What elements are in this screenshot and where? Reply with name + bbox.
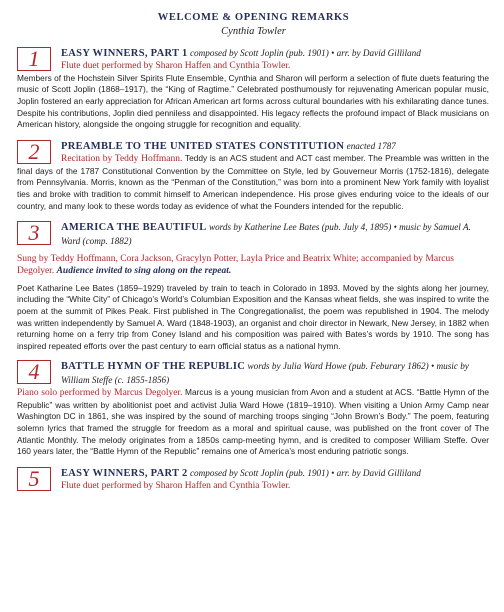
section-speaker: Cynthia Towler (221, 26, 286, 37)
program-item-2 (17, 140, 490, 212)
program-item-1 (17, 47, 490, 131)
item-number-3: 3 (17, 221, 51, 245)
item-title-1: EASY WINNERS, PART 1 (61, 48, 188, 59)
item-performer-2: Recitation by Teddy Hoffmann. (61, 154, 183, 165)
section-header (17, 12, 490, 37)
item-performer-4: Piano solo performed by Marcus Degolyer. (17, 388, 183, 399)
item-description-4: Piano solo performed by Marcus Degolyer. Marcus is a young musician from Avon and a student at ACS. “Battle Hymn of the Republic” was written by abolitionist poet and activist Julia Ward Howe (1819–1910). When visiting a Union Army Camp near Washington DC in 1861, she was inspired by the sound of marching troops singing “John Brown’s Body.” The poem, featuring solemn lyrics that framed the struggle for freedom as a moral and spiritual cause, was published on the front cover of The Atlantic Monthly. The melody originates from a 1850s camp-meeting hymn, and is credited to composer William Steffe. Over 160 years later, the “Battle Hymn of the Republic” remains one of America’s most enduring patriotic songs. (17, 387, 489, 457)
item-meta-5: composed by Scott Joplin (pub. 1901) • arr. by David Gilliland (189, 467, 421, 478)
item-description-1: Members of the Hochstein Silver Spirits Flute Ensemble, Cynthia and Sharon will perform a selection of flute duets featuring the music of Scott Joplin (1868–1917), the “King of Ragtime.” Celebrated posthumously for rejuvenating American popular music, Joplin fostered an early appreciation for African American art forms across cultural boundaries with his exhilarating dance tunes. Despite his contributions, Joplin died penniless and disappointed. His legacy reflects the profound impact of Black musicians on American history, alongside the ongoing struggle for recognition and equality. (17, 72, 489, 130)
program-item-5 (17, 467, 490, 493)
item-title-4: BATTLE HYMN OF THE REPUBLIC (61, 361, 246, 373)
item-meta-2: enacted 1787 (346, 140, 396, 151)
item-title-3: AMERICA THE BEAUTIFUL (61, 222, 207, 234)
item-number-4: 4 (17, 360, 51, 384)
item-number-2: 2 (17, 140, 51, 164)
item-performer-1: Flute duet performed by Sharon Haffen and Cynthia Towler. (61, 61, 291, 72)
item-number-5: 5 (17, 467, 51, 491)
item-title-5: EASY WINNERS, PART 2 (61, 467, 188, 479)
item-performer-5: Flute duet performed by Sharon Haffen and Cynthia Towler. (61, 481, 291, 492)
program-item-3 (17, 221, 490, 352)
item-title-2: PREAMBLE TO THE UNITED STATES CONSTITUTION (61, 140, 345, 152)
item-note-3: Audience invited to sing along on the repeat. (56, 266, 232, 277)
program-item-4 (17, 360, 490, 457)
item-meta-1: composed by Scott Joplin (pub. 1901) • arr. by David Gilliland (189, 48, 421, 58)
item-meta-3: words by Katherine Lee Bates (pub. July 4, 1895) • music by Samuel A. Ward (comp. 1882) (61, 222, 471, 246)
item-performer-3: Sung by Teddy Hoffmann, Cora Jackson, Gracylyn Potter, Layla Price and Beatrix White; accompanied by Marcus Degolyer. (17, 253, 454, 277)
item-description-2: Recitation by Teddy Hoffmann. Teddy is an ACS student and ACT cast member. The Preamble was written in the final days of the 1787 Constitutional Convention by the Committee on Style, led by Gouverneur Morris (1752-1816), delegate from Pennsylvania. Morris, known as the “Penman of the Constitution,” was born into a prominent New York family with loyalist ties and broke with tradition to commit himself to American independence. His prose gives enduring voice to the ideals of our country, and many look to these words today as evidence of what the Founders intended for the republic. (17, 153, 489, 211)
item-meta-4: words by Julia Ward Howe (pub. Feburary 1862) • music by William Steffe (c. 1855-1856) (61, 361, 469, 385)
item-number-1: 1 (17, 47, 51, 71)
section-title: WELCOME & OPENING REMARKS (157, 12, 350, 23)
item-description-3: Poet Katharine Lee Bates (1859–1929) traveled by train to teach in Colorado in 1893. Moved by the sights along her journey, including the “White City” of Chicago’s World’s Columbian Exposition and the Kansas wheat fields, she was inspired to write the poem at the summit of Pikes Peak. First published in The Congregationalist, the poem was republished in 1904. The melody was written independently by Samuel A. Ward (1848-1903), an organist and choir director in Newark, New Jersey, in 1882 when returning home on a ferry trip from Coney Island and his composition was paired with Bates’s words by 1910. The song has inspired repeated efforts over the past century to earn official status as a national hymn. (17, 282, 489, 351)
